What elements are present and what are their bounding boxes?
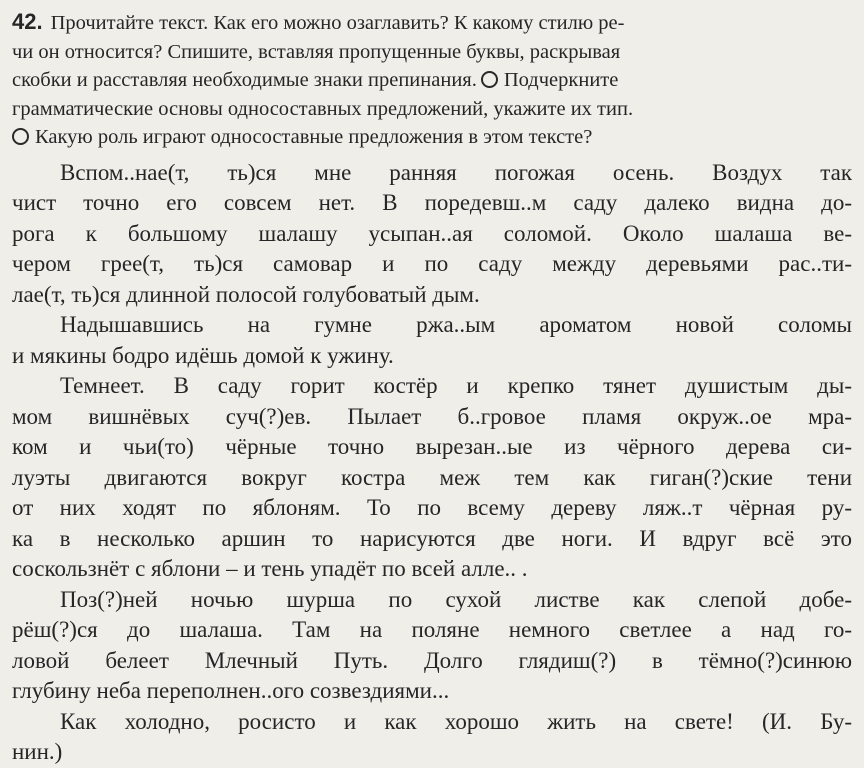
- text-line: Вспом..нае(т, ть)ся мне ранняя погожая осень. Воздух так: [60, 159, 852, 185]
- text-line: и мякины бодро идёшь домой к ужину.: [12, 342, 394, 368]
- task-line: чи он относится? Спишите, вставляя пропущенные буквы, раскрывая: [12, 40, 621, 63]
- text-line: ка в несколько аршин то нарисуются две ноги. И вдруг всё это: [12, 525, 852, 551]
- text-line: лае(т, ть)ся длинной полосой голубоватый дым.: [12, 281, 480, 307]
- text-line: от них ходят по яблоням. То по всему дереву ляж..т чёрная ру-: [12, 495, 852, 520]
- task-line: скобки и расставляя необходимые знаки препинания. Подчеркните: [12, 69, 619, 91]
- circle-marker-icon: [481, 71, 498, 88]
- task-line: 42. Прочитайте текст. Как его можно озаглавить? К какому стилю ре-: [12, 9, 625, 34]
- text-line: мом вишнёвых суч(?)ев. Пылает б..гровое пламя окруж..ое мра-: [12, 403, 852, 429]
- text-line: рога к большому шалашу усыпан..ая соломой. Около шалаша ве-: [12, 220, 852, 246]
- text-line: нин.): [12, 739, 63, 764]
- exercise-text: [12, 158, 852, 768]
- task-line: Какую роль играют односоставные предложения в этом тексте?: [12, 123, 852, 152]
- task-line: грамматические основы односоставных предложений, укажите их тип.: [12, 97, 634, 120]
- text-line: соскользнёт с яблони – и тень упадёт по всей алле.. .: [12, 556, 528, 581]
- exercise-task: [12, 8, 852, 152]
- exercise-number: 42.: [12, 9, 43, 34]
- text-line: ловой белеет Млечный Путь. Долго глядиш(?) в тёмно(?)синюю: [12, 647, 852, 673]
- circle-marker-icon: [12, 128, 29, 145]
- text-line: рёш(?)ся до шалаша. Там на поляне немного светлее а над го-: [12, 617, 852, 642]
- text-line: луэты двигаются вокруг костра меж тем как гиган(?)ские тени: [12, 464, 852, 490]
- text-line: Темнеет. В саду горит костёр и крепко тянет душистым ды-: [60, 373, 852, 398]
- text-line: Как холодно, росисто и как хорошо жить на свете! (И. Бу-: [60, 708, 852, 734]
- text-line: Поз(?)ней ночью шурша по сухой листве как слепой добе-: [60, 586, 852, 612]
- text-line: Надышавшись на гумне ржа..ым ароматом новой соломы: [60, 312, 852, 337]
- text-line: ком и чьи(то) чёрные точно вырезан..ые из чёрного дерева си-: [12, 434, 852, 459]
- text-line: глубину неба переполнен..ого созвездиями...: [12, 678, 450, 703]
- text-line: чист точно его совсем нет. В поредевш..м саду далеко видна до-: [12, 190, 852, 215]
- text-line: чером грее(т, ть)ся самовар и по саду между деревьями рас..ти-: [12, 251, 852, 276]
